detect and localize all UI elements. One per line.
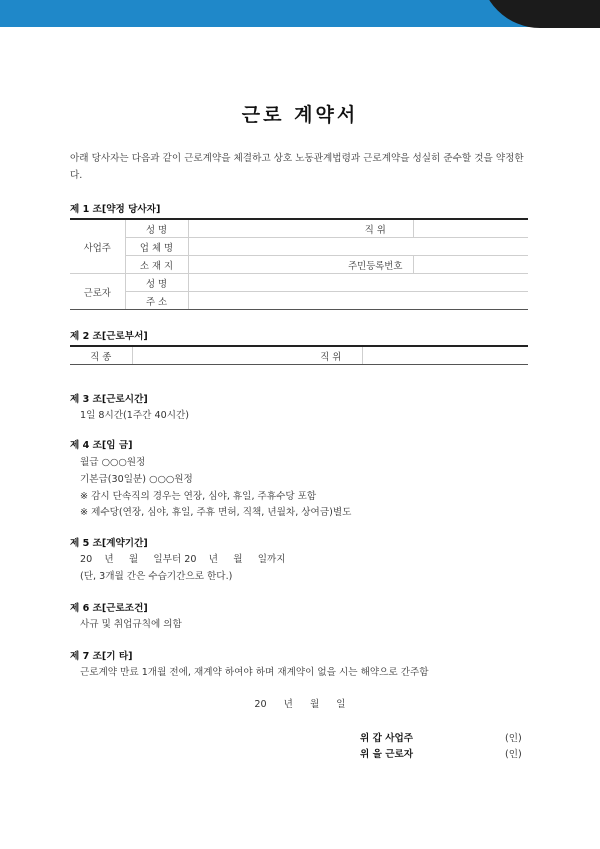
article-7-heading: 제 7 조[기 타] (70, 651, 133, 662)
company-name-label: 업 체 명 (125, 238, 188, 256)
job-type-field[interactable] (132, 346, 300, 365)
employer-label: 사업주 (70, 219, 125, 274)
other-terms-text: 근로계약 만료 1개월 전에, 재계약 하여야 하며 재계약이 없을 시는 해약으로 간주함 (80, 667, 429, 678)
wage-line-2: 기본급(30일분) ○○○원정 (80, 474, 193, 485)
article-4-heading: 제 4 조[임 금] (70, 440, 133, 451)
working-conditions-text: 사규 및 취업규칙에 의함 (80, 619, 182, 630)
article-3-heading: 제 3 조[근로시간] (70, 394, 148, 405)
employer-name-label: 성 명 (125, 219, 188, 238)
resident-id-field[interactable] (413, 256, 528, 274)
probation-text: (단, 3개월 간은 수습기간으로 한다.) (80, 571, 233, 582)
document-title: 근로 계약서 (241, 104, 359, 126)
company-name-field[interactable] (188, 238, 528, 256)
worker-signature-label: 위 을 근로자 (360, 749, 414, 760)
worker-address-label: 주 소 (125, 292, 188, 310)
employer-position-label: 직 위 (338, 219, 413, 238)
article-6-heading: 제 6 조[근로조건] (70, 603, 148, 614)
article-2-heading: 제 2 조[근로부서] (70, 331, 148, 342)
article-1-heading: 제 1 조[약정 당사자] (70, 204, 161, 215)
job-type-label: 직 종 (70, 346, 132, 365)
employer-signature-label: 위 갑 사업주 (360, 733, 414, 744)
intro-paragraph: 아래 당사자는 다음과 같이 근로계약을 체결하고 상호 노동관계법령과 근로계약을 성실히 준수할 것을 약정한다. (70, 153, 524, 181)
employer-position-field[interactable] (413, 219, 528, 238)
dept-position-field[interactable] (362, 346, 528, 365)
worker-seal[interactable]: (인) (505, 749, 522, 760)
department-table (70, 345, 528, 365)
resident-id-label: 주민등록번호 (338, 256, 413, 274)
contract-period-text: 20 년 월 일부터 20 년 월 일까지 (80, 554, 286, 565)
working-hours-text: 1일 8시간(1주간 40시간) (80, 410, 189, 421)
wage-line-1: 월급 ○○○원정 (80, 457, 146, 468)
company-address-label: 소 재 지 (125, 256, 188, 274)
dept-position-label: 직 위 (300, 346, 362, 365)
wage-note-1: ※ 감시 단속직의 경우는 연장, 심야, 휴일, 주휴수당 포함 (80, 491, 317, 502)
worker-address-field[interactable] (188, 292, 528, 310)
company-address-field[interactable] (188, 256, 338, 274)
worker-name-field[interactable] (188, 274, 528, 292)
employer-seal[interactable]: (인) (505, 733, 522, 744)
signing-date: 20 년 월 일 (254, 699, 346, 710)
wage-note-2: ※ 제수당(연장, 심야, 휴일, 주휴 면허, 직책, 년월차, 상여금)별도 (80, 507, 352, 518)
employer-name-field[interactable] (188, 219, 338, 238)
parties-table (70, 218, 528, 310)
worker-label: 근로자 (70, 274, 125, 310)
article-5-heading: 제 5 조[계약기간] (70, 538, 148, 549)
worker-name-label: 성 명 (125, 274, 188, 292)
